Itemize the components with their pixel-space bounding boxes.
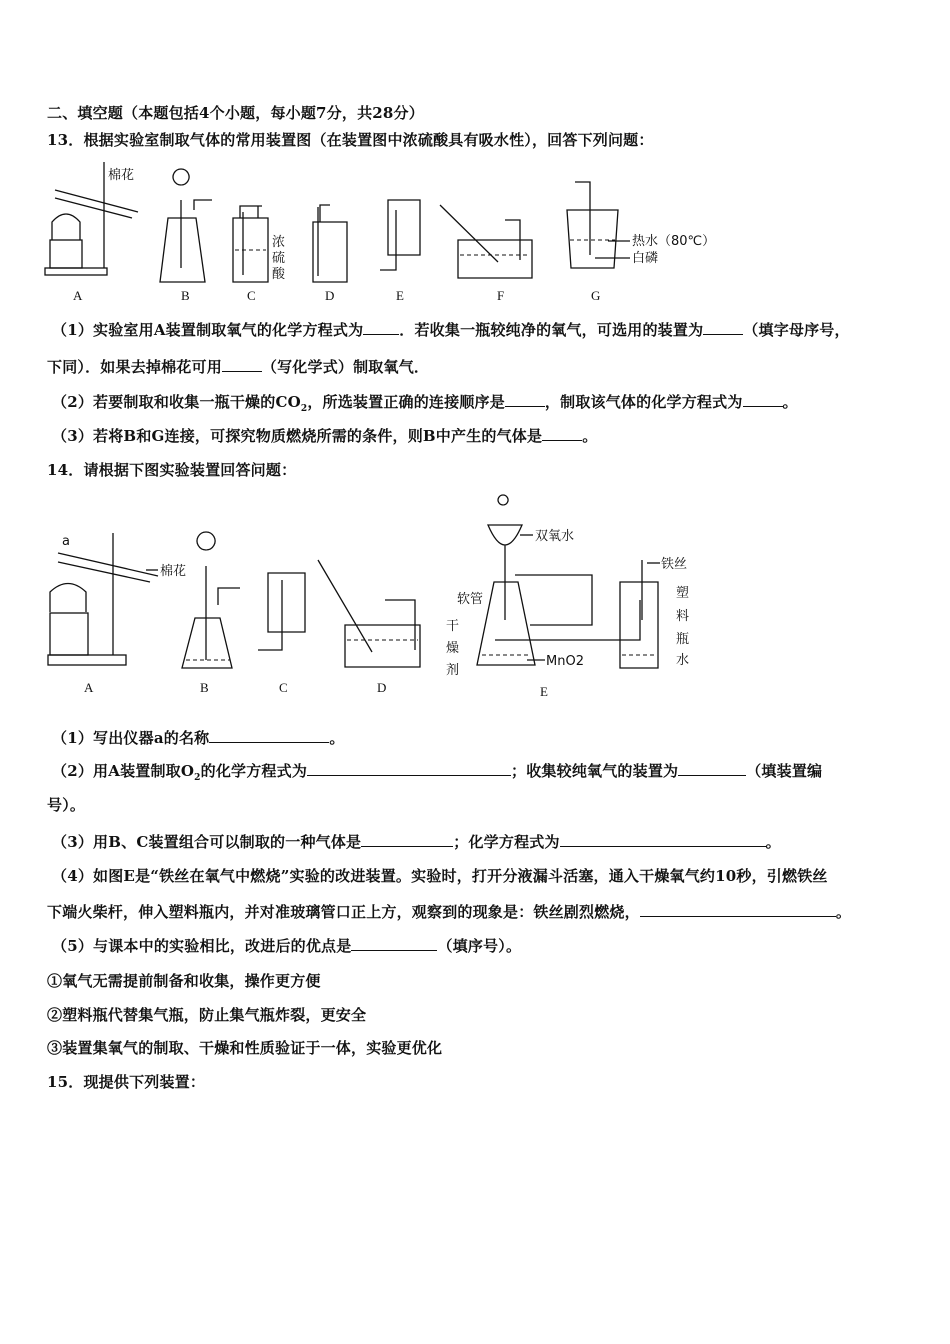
q14-part5: （5）与课本中的实验相比，改进后的优点是 （填序号）。 — [52, 937, 522, 955]
q13-figure — [45, 162, 715, 303]
q14-part2-cont: 号）。 — [47, 796, 86, 814]
answer-blank[interactable] — [351, 936, 437, 951]
svg-text:F: F — [497, 288, 505, 303]
svg-text:D: D — [377, 680, 387, 695]
q13-part1: （1）实验室用A装置制取氧气的化学方程式为 ．若收集一瓶较纯净的氧气，可选用的装置为 （填字母序号， — [52, 321, 850, 339]
svg-text:料: 料 — [676, 609, 690, 624]
svg-text:燥: 燥 — [446, 641, 460, 656]
svg-text:热水（80℃）: 热水（80℃） — [632, 234, 716, 249]
svg-text:E: E — [540, 684, 548, 699]
answer-blank[interactable] — [307, 761, 511, 776]
svg-text:MnO2: MnO2 — [546, 654, 584, 669]
svg-text:G: G — [591, 288, 601, 303]
svg-text:瓶: 瓶 — [676, 632, 690, 647]
answer-blank[interactable] — [560, 832, 766, 847]
svg-text:白磷: 白磷 — [632, 251, 659, 266]
svg-text:A: A — [73, 288, 83, 303]
q15-stem: 15．现提供下列装置： — [47, 1073, 206, 1091]
svg-text:剂: 剂 — [446, 663, 460, 678]
q13-part2: （2）若要制取和收集一瓶干燥的$CO_2$，所选装置正确的连接顺序是 ，制取该气体的化学方程式为 。 — [52, 393, 798, 414]
answer-blank[interactable] — [542, 426, 582, 441]
svg-text:B: B — [200, 680, 209, 695]
svg-text:C: C — [247, 288, 256, 303]
svg-text:D: D — [325, 288, 335, 303]
svg-text:B: B — [181, 288, 190, 303]
option-2: ②塑料瓶代替集气瓶，防止集气瓶炸裂，更安全 — [47, 1006, 367, 1024]
svg-text:a: a — [62, 534, 70, 549]
answer-blank[interactable] — [222, 357, 262, 372]
answer-blank[interactable] — [361, 832, 453, 847]
answer-blank[interactable] — [505, 392, 545, 407]
q13-stem: 13．根据实验室制取气体的常用装置图（在装置图中浓硫酸具有吸水性），回答下列问题： — [47, 131, 654, 149]
answer-blank[interactable] — [363, 320, 399, 335]
q14-part4: （4）如图E是“铁丝在氧气中燃烧”实验的改进装置。实验时，打开分液漏斗活塞，通入干燥氧气约10秒，引燃铁丝 — [52, 867, 828, 885]
svg-text:A: A — [84, 680, 94, 695]
svg-text:C: C — [279, 680, 288, 695]
q14-part2: （2）用A装置制取$O_2$的化学方程式为 ；收集较纯氧气的装置为 （填装置编 — [52, 762, 823, 783]
answer-blank[interactable] — [640, 902, 836, 917]
svg-text:铁丝: 铁丝 — [661, 557, 688, 572]
answer-blank[interactable] — [703, 320, 743, 335]
svg-text:棉花: 棉花 — [160, 564, 187, 579]
answer-blank[interactable] — [678, 761, 746, 776]
q13-part1-cont: 下同）．如果去掉棉花可用 （写化学式）制取氧气． — [47, 358, 430, 376]
option-1: ①氧气无需提前制备和收集，操作更方便 — [47, 972, 321, 990]
svg-text:双氧水: 双氧水 — [535, 529, 575, 544]
q13-part3: （3）若将B和G连接，可探究物质燃烧所需的条件，则B中产生的气体是 。 — [52, 427, 598, 445]
q14-part1: （1）写出仪器a的名称 。 — [52, 729, 345, 747]
q14-part4-cont: 下端火柴杆，伸入塑料瓶内，并对准玻璃管口正上方，观察到的现象是：铁丝剧烈燃烧， 。 — [47, 903, 852, 921]
q14-stem: 14．请根据下图实验装置回答问题： — [47, 461, 297, 479]
svg-text:E: E — [396, 288, 404, 303]
option-3: ③装置集氧气的制取、干燥和性质验证于一体，实验更优化 — [47, 1039, 443, 1057]
svg-text:硫: 硫 — [272, 251, 286, 266]
svg-text:浓: 浓 — [272, 235, 286, 250]
answer-blank[interactable] — [743, 392, 783, 407]
svg-text:干: 干 — [446, 619, 460, 634]
q14-figure — [48, 495, 689, 699]
q14-part3: （3）用B、C装置组合可以制取的一种气体是 ；化学方程式为 。 — [52, 833, 781, 851]
section-heading: 二、填空题（本题包括4个小题，每小题7分，共28分） — [47, 104, 424, 122]
answer-blank[interactable] — [209, 728, 329, 743]
svg-text:软管: 软管 — [457, 592, 484, 607]
svg-text:棉花: 棉花 — [108, 168, 135, 183]
svg-text:水: 水 — [676, 653, 690, 668]
svg-text:酸: 酸 — [272, 267, 286, 282]
svg-text:塑: 塑 — [676, 586, 690, 601]
